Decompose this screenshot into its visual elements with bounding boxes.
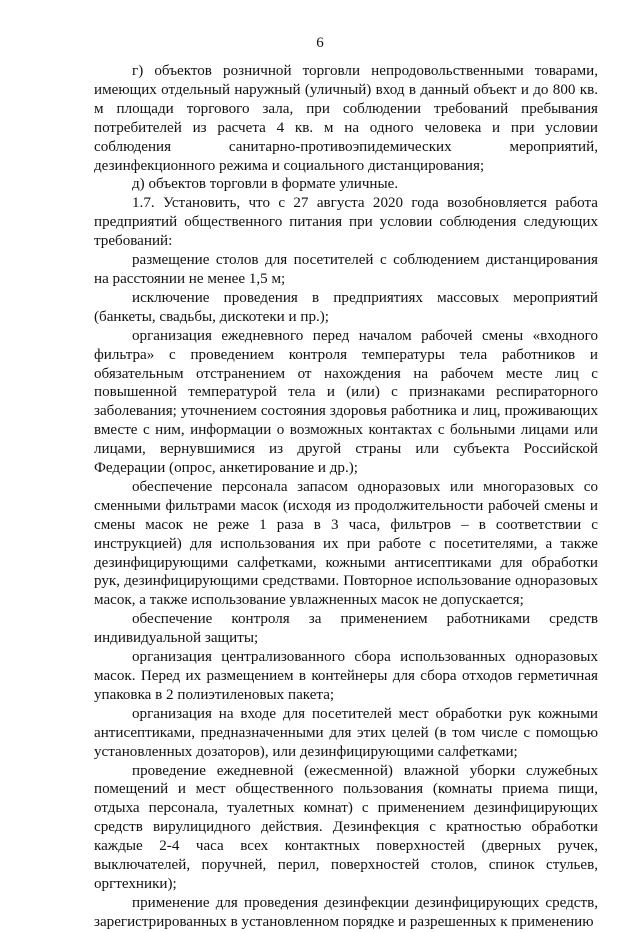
paragraph-item-g: г) объектов розничной торговли непродовольственными товарами, имеющих отдельный наружный (уличный) вход в данный объект и до 800 кв. м площади торгового зала, при соблюдении требований пребывания потребителей из расчета 4 кв. м на одного человека и при условии соблюдения санитарно-противоэпидемических мероприятий, дезинфекционного режима и социального дистанцирования; [94, 63, 598, 174]
paragraph-masks-supply: обеспечение персонала запасом одноразовых или многоразовых со сменными фильтрами масок (исходя из продолжительности рабочей смены и смены масок не реже 1 раза в 3 часа, фильтров – в соответствии с инструкцией) для использования их при работе с посетителями, а также дезинфицирующими салфетками, кожными антисептиками для обработки рук, дезинфицирующими средствами. Повторное использование одноразовых масок, а также использование увлажненных масок не допускается; [94, 478, 598, 609]
paragraph-no-mass-events: исключение проведения в предприятиях массовых мероприятий (банкеты, свадьбы, дискотеки и пр.); [94, 289, 598, 325]
document-body [94, 62, 598, 932]
paragraph-mask-collection: организация централизованного сбора использованных одноразовых масок. Перед их размещением в контейнеры для сбора отходов герметичная упаковка в 2 полиэтиленовых пакета; [94, 649, 598, 703]
paragraph-entry-filter: организация ежедневного перед началом рабочей смены «входного фильтра» с проведением контроля температуры тела работников и обязательным отстранением от нахождения на рабочем месте лиц с повышенной температурой тела и (или) с признаками респираторного заболевания; уточнением состояния здоровья работника и лиц, проживающих вместе с ним, информации о возможных контактах с больными лицами или лицами, вернувшимися из другой страны или субъекта Российской Федерации (опрос, анкетирование и др.); [94, 327, 598, 477]
paragraph-clause-1-7: 1.7. Установить, что с 27 августа 2020 года возобновляется работа предприятий общественного питания при условии соблюдения следующих требований: [94, 195, 598, 250]
paragraph-hand-sanitizing: организация на входе для посетителей мест обработки рук кожными антисептиками, предназначенными для этих целей (в том числе с помощью установленных дозаторов), или дезинфицирующими салфетками; [94, 705, 598, 760]
paragraph-ppe-control: обеспечение контроля за применением работниками средств индивидуальной защиты; [94, 611, 598, 647]
paragraph-table-spacing: размещение столов для посетителей с соблюдением дистанцирования на расстоянии не менее 1,5 м; [94, 252, 598, 287]
paragraph-wet-cleaning: проведение ежедневной (ежесменной) влажной уборки служебных помещений и мест общественного пользования (комнаты приема пищи, отдыха персонала, туалетных комнат) с применением дезинфицирующих средств вирулицидного действия. Дезинфекция с кратностью обработки каждые 2-4 часа всех контактных поверхностей (дверных ручек, выключателей, поручней, перил, поверхностей столов, спинок стульев, оргтехники); [94, 762, 598, 892]
page-number: 6 [316, 35, 324, 51]
paragraph-disinfectants: применение для проведения дезинфекции дезинфицирующих средств, зарегистрированных в установленном порядке и разрешенных к применению [94, 894, 598, 930]
paragraph-item-d: д) объектов торговли в формате уличные. [132, 176, 399, 193]
